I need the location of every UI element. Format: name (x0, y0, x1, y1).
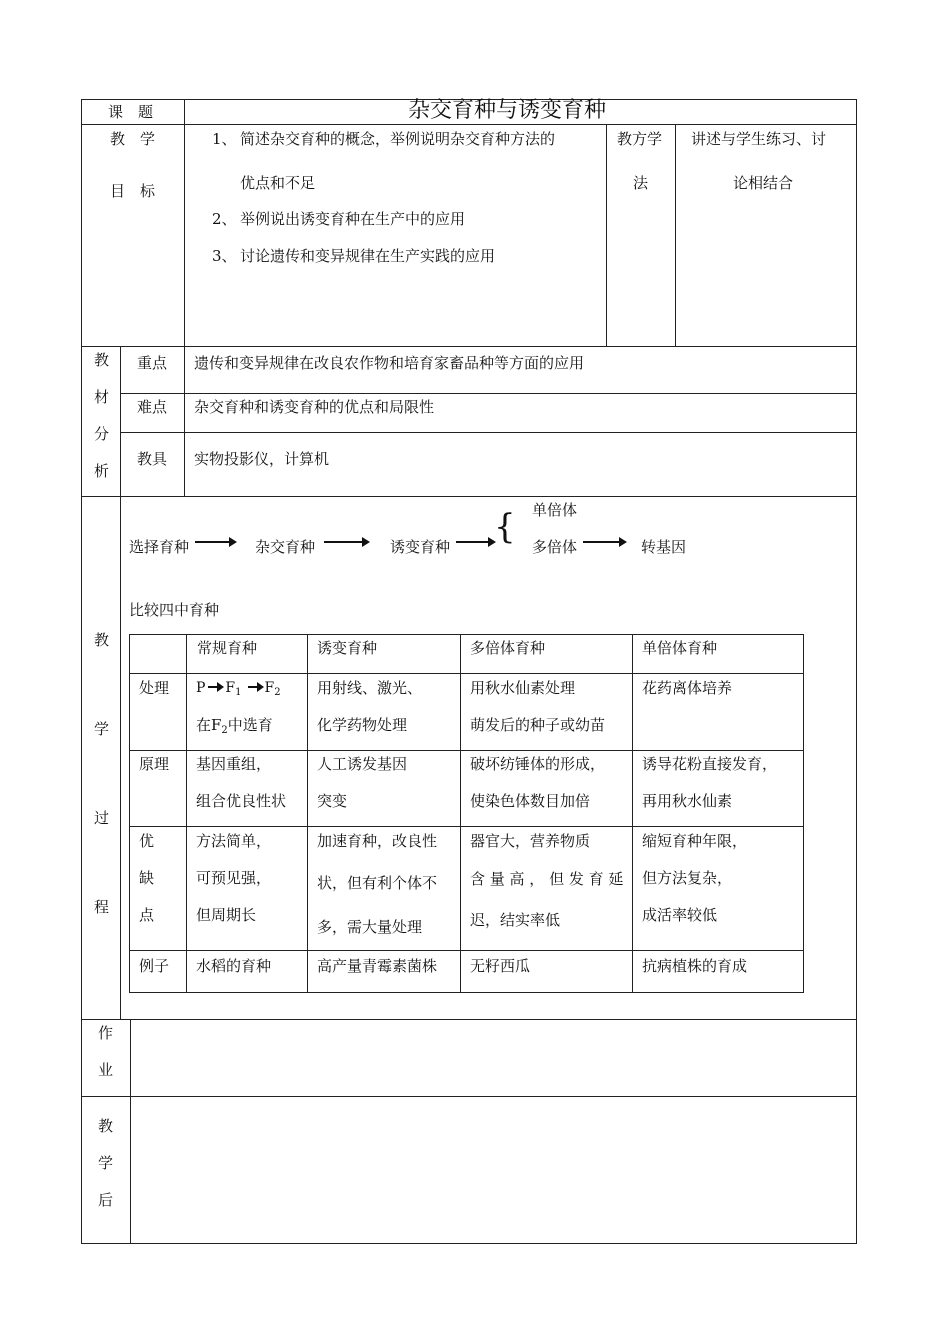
table-header: 诱变育种 (317, 639, 378, 657)
table-cell: 但周期长 (196, 906, 257, 924)
flow-node: 选择育种 (129, 538, 190, 556)
table-cell: 高产量青霉素菌株 (317, 957, 438, 975)
method-label-1: 教方学 (617, 130, 663, 148)
rule (129, 992, 804, 993)
rule (186, 634, 187, 993)
table-cell: 缩短育种年限， (642, 832, 748, 850)
table-header: 多倍体育种 (470, 639, 546, 657)
objectives-label-1: 教 学 (110, 130, 156, 148)
arrow-icon (583, 541, 625, 543)
rule (130, 1019, 131, 1244)
analysis-value: 杂交育种和诱变育种的优点和局限性 (194, 398, 435, 416)
arrow-icon (324, 541, 368, 543)
table-cell: 破坏纺锤体的形成， (470, 755, 606, 773)
analysis-label: 材 (94, 388, 110, 406)
table-cell: 多，需大量处理 (317, 918, 423, 936)
table-cell: 再用秋水仙素 (642, 792, 733, 810)
objective-num: 2、 (212, 210, 237, 228)
table-cell: 化学药物处理 (317, 716, 408, 734)
arrow-icon (195, 541, 235, 543)
rule (675, 124, 676, 346)
formula-f: F (264, 680, 275, 696)
rule (120, 496, 121, 1019)
compare-title: 比较四中育种 (129, 601, 220, 619)
table-cell: 器官大，营养物质 (470, 832, 591, 850)
arrow-icon (456, 541, 494, 543)
table-cell: 无籽西瓜 (470, 957, 531, 975)
rule (129, 950, 804, 951)
rule (129, 826, 804, 827)
rule (129, 634, 804, 635)
table-cell: 人工诱发基因 (317, 755, 408, 773)
objective-text: 优点和不足 (240, 174, 316, 192)
analysis-key: 重点 (137, 354, 168, 372)
process-label: 过 (94, 809, 110, 827)
process-label: 教 (94, 631, 110, 649)
formula-line (196, 716, 273, 736)
flow-node: 单倍体 (532, 501, 578, 519)
rule (81, 124, 857, 125)
table-cell: 使染色体数目加倍 (470, 792, 591, 810)
table-header: 单倍体育种 (642, 639, 718, 657)
table-cell: 抗病植株的育成 (642, 957, 748, 975)
process-label: 学 (94, 720, 110, 738)
rule (120, 432, 857, 433)
objective-text: 讨论遗传和变异规律在生产实践的应用 (240, 247, 496, 265)
formula-p: P (196, 680, 206, 696)
table-cell: 可预见强， (196, 869, 272, 887)
table-cell: 用射线、激光、 (317, 679, 423, 697)
cross-formula (196, 680, 281, 698)
rule (81, 99, 82, 1244)
table-cell: 含 量 高 ， 但 发 育 延 (470, 870, 624, 888)
table-cell: 用秋水仙素处理 (470, 679, 576, 697)
rule (129, 673, 804, 674)
objective-text: 举例说出诱变育种在生产中的应用 (240, 210, 466, 228)
flow-node: 多倍体 (532, 538, 578, 556)
table-cell: 诱导花粉直接发育， (642, 755, 778, 773)
table-cell: 迟，结实率低 (470, 911, 561, 929)
rule (120, 393, 857, 394)
analysis-key: 教具 (137, 450, 168, 468)
rule (81, 1096, 857, 1097)
process-label: 程 (94, 898, 110, 916)
method-value-2: 论相结合 (733, 174, 794, 192)
rule (307, 634, 308, 993)
table-cell: 基因重组， (196, 755, 272, 773)
rule (460, 634, 461, 993)
rule (81, 346, 857, 347)
table-cell: 成活率较低 (642, 906, 718, 924)
row-label: 处理 (139, 679, 170, 697)
analysis-label: 析 (94, 462, 110, 480)
rule (632, 634, 633, 993)
analysis-label: 教 (94, 351, 110, 369)
analysis-key: 难点 (137, 398, 168, 416)
table-cell: 状，但有利个体不 (317, 874, 438, 892)
rule (803, 634, 804, 993)
rule (129, 750, 804, 751)
formula-sub: 2 (274, 687, 281, 698)
analysis-value: 遗传和变异规律在改良农作物和培育家畜品种等方面的应用 (194, 354, 585, 372)
rule (81, 496, 857, 497)
table-cell: 但方法复杂， (642, 869, 733, 887)
analysis-label: 分 (94, 425, 110, 443)
topic-label: 课 题 (108, 103, 154, 121)
rule (606, 124, 607, 346)
row-label: 例子 (139, 957, 170, 975)
homework-label: 业 (98, 1061, 114, 1079)
table-header: 常规育种 (197, 639, 258, 657)
objectives-label-2: 目 标 (110, 182, 156, 200)
table-cell: 方法简单， (196, 832, 272, 850)
flow-node: 杂交育种 (255, 538, 316, 556)
table-cell: 突变 (317, 792, 348, 810)
flow-node: 诱变育种 (390, 538, 451, 556)
reflection-label: 后 (98, 1191, 114, 1209)
rule (184, 99, 185, 496)
method-value-1: 讲述与学生练习、讨 (691, 130, 827, 148)
rule (856, 99, 857, 1244)
arrow-icon (208, 686, 222, 688)
page-title: 杂交育种与诱变育种 (408, 98, 607, 123)
objective-text: 简述杂交育种的概念，举例说明杂交育种方法的 (240, 130, 556, 148)
row-label: 原理 (139, 755, 170, 773)
row-label: 缺 (139, 869, 155, 887)
rule (81, 1019, 857, 1020)
method-label-2: 法 (633, 174, 649, 192)
row-label: 点 (139, 906, 155, 924)
rule (120, 346, 121, 496)
formula-f: F (225, 680, 236, 696)
analysis-value: 实物投影仪，计算机 (194, 450, 330, 468)
table-cell: 组合优良性状 (196, 792, 287, 810)
table-cell: 萌发后的种子或幼苗 (470, 716, 606, 734)
reflection-label: 学 (98, 1154, 114, 1172)
flow-node: 转基因 (641, 538, 687, 556)
arrow-icon (248, 686, 262, 688)
objective-num: 3、 (212, 247, 237, 265)
left-brace-icon: { (494, 507, 516, 547)
objective-num: 1、 (212, 130, 237, 148)
formula-text: 在F (196, 716, 222, 734)
rule (81, 1243, 857, 1244)
rule (129, 634, 130, 993)
row-label: 优 (139, 832, 155, 850)
table-cell: 加速育种，改良性 (317, 832, 438, 850)
formula-sub: 1 (235, 687, 242, 698)
reflection-label: 教 (98, 1117, 114, 1135)
formula-text: 中选育 (227, 716, 273, 734)
table-cell: 水稻的育种 (196, 957, 272, 975)
table-cell: 花药离体培养 (642, 679, 733, 697)
formula-sub: 2 (221, 725, 228, 736)
homework-label: 作 (98, 1024, 114, 1042)
